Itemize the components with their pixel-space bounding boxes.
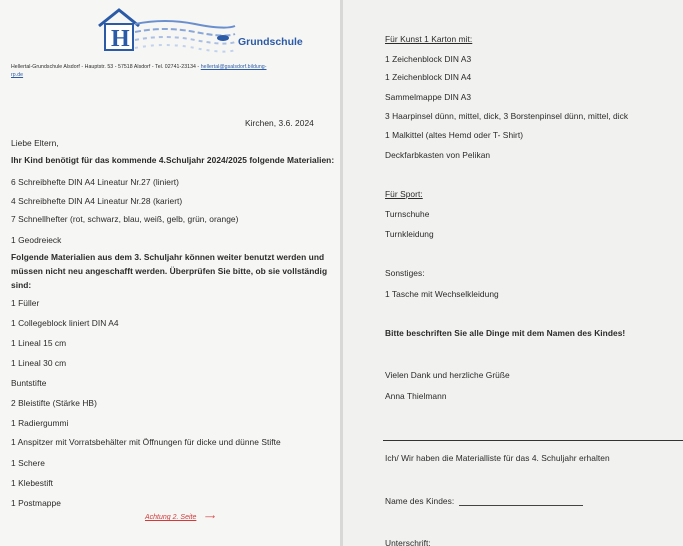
school-logo	[95, 6, 237, 54]
list-item: 1 Schere	[11, 458, 45, 468]
list-item: 1 Lineal 30 cm	[11, 358, 67, 368]
address-line	[11, 64, 267, 70]
child-name-label: Name des Kindes:	[385, 496, 455, 506]
list-item: 3 Haarpinsel dünn, mittel, dick, 3 Borstenpinsel dünn, mittel, dick	[385, 111, 629, 121]
list-item: 1 Tasche mit Wechselkleidung	[385, 289, 499, 299]
art-heading: Für Kunst 1 Karton mit:	[385, 34, 473, 44]
email-link-continued[interactable]: rp.de	[11, 72, 24, 78]
list-item: 1 Zeichenblock DIN A4	[385, 72, 472, 82]
reuse-heading-line-1: Folgende Materialien aus dem 3. Schuljahr können weiter benutzt werden und	[11, 252, 325, 262]
svg-text:H: H	[111, 26, 130, 52]
sport-heading: Für Sport:	[385, 189, 423, 199]
school-name: Grundschule	[238, 36, 303, 48]
letter-date: Kirchen, 3.6. 2024	[245, 118, 314, 128]
list-item: Deckfarbkasten von Pelikan	[385, 150, 491, 160]
intro-heading: Ihr Kind benötigt für das kommende 4.Schuljahr 2024/2025 folgende Materialien:	[11, 155, 335, 165]
list-item: 1 Füller	[11, 298, 40, 308]
misc-heading: Sonstiges:	[385, 268, 425, 278]
list-item: Turnschuhe	[385, 209, 430, 219]
divider	[383, 440, 683, 441]
list-item: 1 Lineal 15 cm	[11, 338, 67, 348]
list-item: 7 Schnellhefter (rot, schwarz, blau, weiß, gelb, grün, orange)	[11, 214, 239, 224]
list-item: 1 Collegeblock liniert DIN A4	[11, 318, 119, 328]
list-item: 4 Schreibhefte DIN A4 Lineatur Nr.28 (kariert)	[11, 196, 183, 206]
list-item: 2 Bleistifte (Stärke HB)	[11, 398, 97, 408]
receipt-confirmation: Ich/ Wir haben die Materialliste für das 4. Schuljahr erhalten	[385, 453, 610, 463]
list-item: 1 Postmappe	[11, 498, 61, 508]
reuse-heading-line-3: sind:	[11, 280, 32, 290]
label-request: Bitte beschriften Sie alle Dinge mit dem Namen des Kindes!	[385, 328, 626, 338]
letter-page-1	[0, 0, 340, 546]
list-item: 1 Anspitzer mit Vorratsbehälter mit Öffnungen für dicke und dünne Stifte	[11, 437, 281, 447]
list-item: Turnkleidung	[385, 229, 434, 239]
list-item: 6 Schreibhefte DIN A4 Lineatur Nr.27 (liniert)	[11, 177, 180, 187]
list-item: 1 Malkittel (altes Hemd oder T- Shirt)	[385, 130, 524, 140]
signature-name: Anna Thielmann	[385, 391, 447, 401]
list-item: Sammelmappe DIN A3	[385, 92, 472, 102]
list-item: 1 Klebestift	[11, 478, 54, 488]
signature-label: Unterschrift:	[385, 538, 431, 546]
greeting: Liebe Eltern,	[11, 138, 59, 148]
list-item: Buntstifte	[11, 378, 47, 388]
note-text: Achtung 2. Seite	[145, 514, 197, 521]
closing: Vielen Dank und herzliche Grüße	[385, 370, 510, 380]
list-item: 1 Radiergummi	[11, 418, 69, 428]
email-link[interactable]: hellertal@gsalsdorf.bildung-	[200, 64, 267, 70]
reuse-heading-line-2: müssen nicht neu angeschafft werden. Überprüfen Sie bitte, ob sie vollständig	[11, 266, 328, 276]
arrow-right-icon: ⟶	[204, 514, 215, 521]
child-name-row	[385, 496, 583, 506]
handwritten-note	[145, 513, 214, 521]
child-name-field[interactable]	[459, 497, 583, 506]
list-item: 1 Geodreieck	[11, 235, 62, 245]
letter-page-2	[343, 0, 683, 546]
address-text: Hellertal-Grundschule Alsdorf - Hauptstr. 53 - 57518 Alsdorf - Tel. 02741-23134 -	[11, 64, 200, 70]
list-item: 1 Zeichenblock DIN A3	[385, 54, 472, 64]
